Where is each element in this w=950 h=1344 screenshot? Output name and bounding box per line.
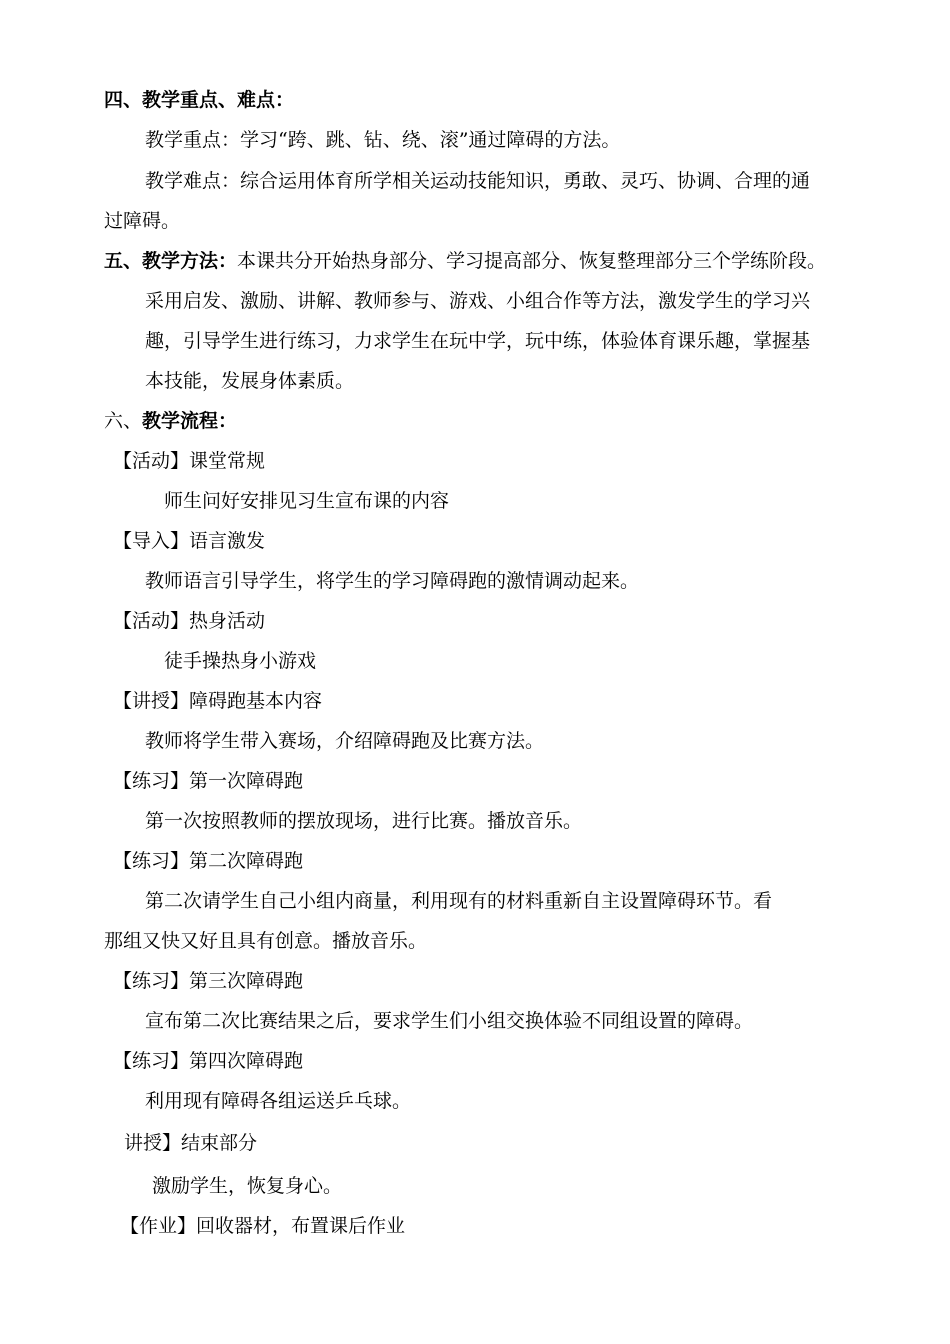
flow-item-desc-continued: 那组又快又好且具有创意。播放音乐。 <box>104 930 428 952</box>
flow-item-title: 【练习】第三次障碍跑 <box>113 970 304 992</box>
method-text-line-4: 本技能，发展身体素质。 <box>145 370 355 392</box>
flow-item-title: 【作业】回收器材，布置课后作业 <box>120 1215 406 1237</box>
section-4-heading: 四、教学重点、难点： <box>104 89 295 111</box>
method-text-line-3: 趣，引导学生进行练习，力求学生在玩中学，玩中练，体验体育课乐趣，掌握基 <box>145 330 811 352</box>
flow-item-desc: 第一次按照教师的摆放现场，进行比赛。播放音乐。 <box>145 810 583 832</box>
flow-item-title: 【活动】热身活动 <box>113 610 266 632</box>
key-point-text: 教学重点：学习“跨、跳、钻、绕、滚”通过障碍的方法。 <box>145 129 621 151</box>
difficulty-text-line-2: 过障碍。 <box>104 210 181 232</box>
flow-item-title: 【练习】第二次障碍跑 <box>113 850 304 872</box>
flow-item-desc: 教师语言引导学生，将学生的学习障碍跑的激情调动起来。 <box>145 570 640 592</box>
flow-item-desc: 利用现有障碍各组运送乒乓球。 <box>145 1090 412 1112</box>
flow-item-desc: 宣布第二次比赛结果之后，要求学生们小组交换体验不同组设置的障碍。 <box>145 1010 754 1032</box>
method-text-line-2: 采用启发、激励、讲解、教师参与、游戏、小组合作等方法，激发学生的学习兴 <box>145 290 811 312</box>
difficulty-text-line-1: 教学难点：综合运用体育所学相关运动技能知识，勇敢、灵巧、协调、合理的通 <box>145 170 811 192</box>
flow-item-desc: 第二次请学生自己小组内商量，利用现有的材料重新自主设置障碍环节。看 <box>145 890 773 912</box>
flow-item-desc: 徒手操热身小游戏 <box>164 650 317 672</box>
flow-item-title: 【导入】语言激发 <box>113 530 266 552</box>
flow-item-desc: 师生问好安排见习生宣布课的内容 <box>164 490 450 512</box>
section-5-heading: 五、教学方法： <box>104 250 238 272</box>
flow-item-desc: 教师将学生带入赛场，介绍障碍跑及比赛方法。 <box>145 730 545 752</box>
flow-item-desc: 激励学生，恢复身心。 <box>152 1175 343 1197</box>
section-6-number: 六、 <box>104 410 143 432</box>
flow-item-title: 讲授】结束部分 <box>124 1132 258 1154</box>
section-6-title: 教学流程： <box>142 410 238 432</box>
flow-item-title: 【练习】第一次障碍跑 <box>113 770 304 792</box>
section-5-first-line <box>104 249 826 273</box>
flow-item-title: 【讲授】障碍跑基本内容 <box>113 690 323 712</box>
method-text-line-1: 本课共分开始热身部分、学习提高部分、恢复整理部分三个学练阶段。 <box>237 250 827 272</box>
flow-item-title: 【活动】课堂常规 <box>113 450 266 472</box>
flow-item-title: 【练习】第四次障碍跑 <box>113 1050 304 1072</box>
section-6-heading <box>104 409 237 433</box>
